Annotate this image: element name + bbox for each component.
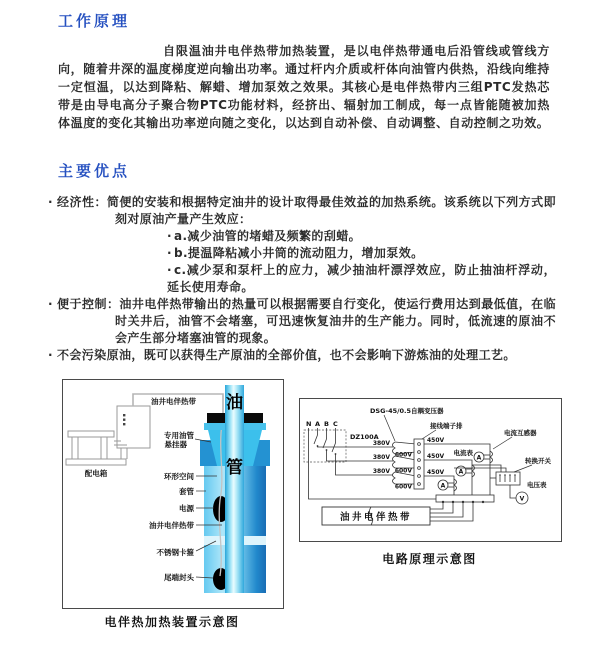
circuit-diagram <box>299 398 562 542</box>
item-text: 油井电伴热带输出的热量可以根据需要自行变化，使运行费用达到最低值，在临时关井后，油管不会堵塞，可迅速恢复油井的生产能力。同时，低流速的原油不会产生部分堵塞油管的现象。 <box>115 297 556 345</box>
item-text: c.减少泵和泵杆上的应力，减少抽油杆漂浮效应，防止抽油杆浮动，延长使用寿命。 <box>167 263 556 294</box>
voltmeter-symbol: V <box>519 495 525 503</box>
distribution-box-drawing <box>66 406 150 465</box>
label-phase-n: N <box>306 420 312 428</box>
label-hanger-1: 专用油管 <box>164 431 194 440</box>
heating-tape-group <box>322 495 494 525</box>
voltage-600-2: 600V <box>394 467 412 475</box>
section-title-principle: 工作原理 <box>58 12 131 30</box>
label-transformer: DSG-45/0.5自耦变压器 <box>370 407 444 415</box>
device-diagram <box>62 379 284 609</box>
circuit-diagram-drawing <box>300 399 561 541</box>
voltage-450-2: 450V <box>427 453 445 460</box>
label-voltmeter: 电压表 <box>527 481 547 489</box>
label-ammeter: 电流表 <box>453 449 473 457</box>
item-label: 便于控制： <box>56 297 120 311</box>
item-text: a.减少油管的堵蜡及频繁的刮蜡。 <box>173 229 362 243</box>
tube-char-pipe: 管 <box>226 458 243 478</box>
voltage-450-1: 450V <box>427 437 445 444</box>
heating-tape-box-label: 油井电伴热带 <box>339 512 413 523</box>
label-selector-switch: 转换开关 <box>525 457 551 465</box>
voltage-600-1: 600V <box>394 451 412 459</box>
bullet-icon: · <box>167 229 172 243</box>
section-title-advantages: 主要优点 <box>58 162 131 180</box>
sub-list <box>167 228 556 296</box>
label-terminal-block: 接线端子排 <box>430 422 463 430</box>
item-text: 简便的安装和根据特定油井的设计取得最佳效益的加热系统。该系统以下列方式即刻对原油产量产生效应： <box>106 195 556 226</box>
principle-paragraph: 自限温油井电伴热带加热装置，是以电伴热带通电后沿管线或管线方向，随着井深的温度梯度逆向输出功率。通过杆内介质或杆体向油管内供热，沿线向维持一定恒温，以达到降粘、解蜡、增加泵效之效果。其核心是电伴热带内三组PTC发热芯带是由导电高分子聚合物PTC功能材料，经挤出、辐射加工制成，每一点皆能随被加热体温度的变化其输出功率逆向随之变化，以达到自动补偿、自动调整、自动控制之功效。 <box>58 44 550 130</box>
device-diagram-drawing <box>63 380 283 608</box>
label-casing: 套管 <box>179 487 194 496</box>
voltage-primary-1: 380V <box>372 440 390 447</box>
list-item <box>48 194 556 296</box>
label-clamp: 不锈钢卡箍 <box>156 548 194 557</box>
device-labels <box>85 396 222 582</box>
item-label: 经济性： <box>56 195 107 209</box>
voltage-primary-2: 380V <box>372 454 390 461</box>
list-item <box>48 296 556 347</box>
label-phase-b: B <box>324 420 329 428</box>
ammeter-symbol: A <box>476 454 482 462</box>
bullet-icon: · <box>48 297 53 311</box>
list-item <box>167 228 556 245</box>
item-text: b.提温降粘减小井筒的流动阻力，增加泵效。 <box>173 246 424 260</box>
list-item <box>167 245 556 262</box>
tubing <box>225 385 244 593</box>
label-phase-a: A <box>315 420 321 428</box>
label-heating-tape: 油井电伴热带 <box>149 521 194 530</box>
tube-char-oil: 油 <box>226 393 243 413</box>
ammeter-symbol: A <box>458 468 464 476</box>
bullet-icon: · <box>48 348 53 362</box>
circuit-diagram-caption: 电路原理示意图 <box>382 552 477 566</box>
label-breaker: DZ100A <box>350 433 379 441</box>
bullet-icon: · <box>167 263 172 277</box>
bullet-icon: · <box>48 195 53 209</box>
bullet-icon: · <box>167 246 172 260</box>
label-current-transformer: 电流互感器 <box>504 429 537 437</box>
label-phase-c: C <box>333 420 338 428</box>
voltage-primary-3: 380V <box>372 468 390 475</box>
label-power: 电源 <box>179 504 194 513</box>
list-item <box>167 262 556 296</box>
item-text: 不会污染原油，既可以获得生产原油的全部价值，也不会影响下游炼油的处理工艺。 <box>56 348 516 362</box>
well-drawing <box>200 385 270 593</box>
label-distribution-box: 配电箱 <box>84 469 108 478</box>
label-end-cap: 尾端封头 <box>164 573 194 582</box>
advantages-list <box>48 194 556 364</box>
ammeter-symbol: A <box>440 482 446 490</box>
label-hanger-2: 悬挂器 <box>164 440 187 449</box>
device-diagram-caption: 电伴热加热装置示意图 <box>104 615 240 629</box>
label-heating-tape-top: 油井电伴热带 <box>151 397 196 406</box>
voltage-600-3: 600V <box>394 483 412 491</box>
voltage-450-3: 450V <box>427 469 445 476</box>
list-item <box>48 347 556 364</box>
label-annular-space: 环形空间 <box>164 472 194 481</box>
